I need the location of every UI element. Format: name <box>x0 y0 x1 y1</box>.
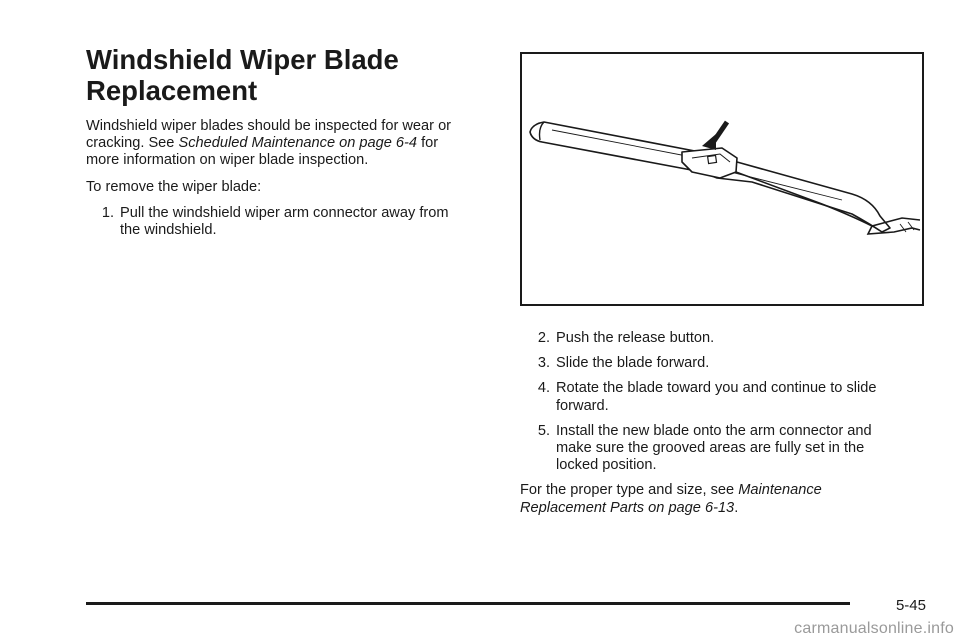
closing-text-after: . <box>734 499 739 516</box>
step-number: 4. <box>537 380 550 397</box>
step-item <box>520 423 892 475</box>
intro-text-before: Windshield wiper blades should be inspected for wear or cracking. See <box>86 118 452 152</box>
arrow-icon <box>702 122 727 150</box>
step-text: Rotate the blade toward you and continue to slide forward. <box>556 380 877 414</box>
step-item <box>520 355 940 372</box>
closing-cross-reference[interactable]: Maintenance Replacement Parts on page 6-13 <box>520 482 822 516</box>
step-item <box>520 330 940 347</box>
left-column <box>86 118 456 247</box>
step-text: Push the release button. <box>556 330 715 346</box>
right-column <box>520 330 940 526</box>
wiper-blade-illustration <box>522 54 922 304</box>
step-number: 3. <box>537 355 550 372</box>
page-number: 5-45 <box>895 597 926 614</box>
page-title: Windshield Wiper Blade Replacement <box>86 44 399 106</box>
step-number: 5. <box>537 422 550 439</box>
closing-paragraph <box>520 482 870 516</box>
wiper-blade-figure <box>520 52 924 306</box>
step-text: Install the new blade onto the arm connector and make sure the grooved areas are fully set in the locked position. <box>556 422 872 474</box>
step-item <box>520 380 880 414</box>
footer-rule <box>86 602 850 605</box>
step-text: Slide the blade forward. <box>556 355 710 372</box>
remove-heading: To remove the wiper blade: <box>86 178 262 195</box>
step-number: 1. <box>101 204 114 221</box>
intro-cross-reference[interactable]: Scheduled Maintenance on page 6-4 <box>178 135 418 152</box>
step-text: Pull the windshield wiper arm connector away from the windshield. <box>120 204 449 239</box>
watermark: carmanualsonline.info <box>794 620 954 637</box>
step-item <box>86 205 456 239</box>
closing-text-before: For the proper type and size, see <box>520 482 739 499</box>
intro-paragraph <box>86 118 456 170</box>
intro-text-after: for more information on wiper blade inspection. <box>86 135 439 169</box>
step-number: 2. <box>537 330 550 346</box>
